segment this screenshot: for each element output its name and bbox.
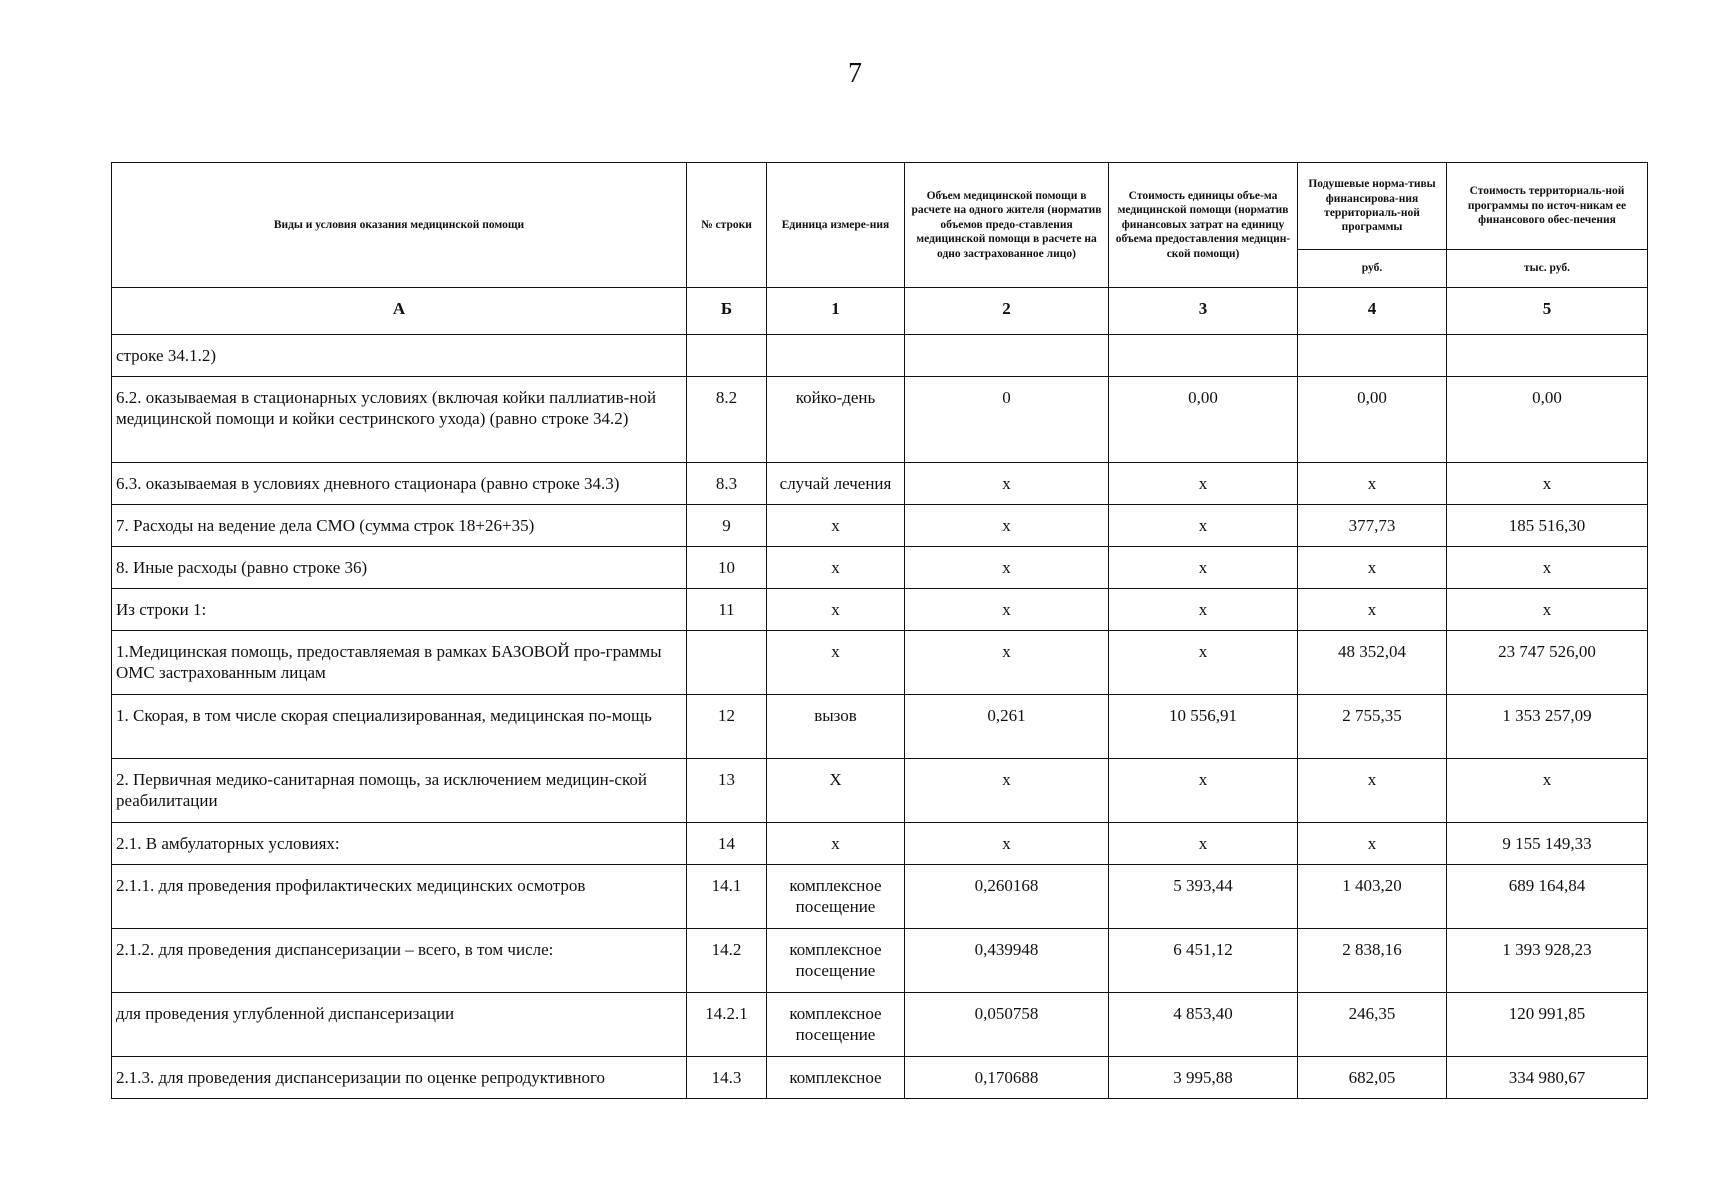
table-cell-row-no: 8.2 [687,377,767,463]
table-cell-volume: х [905,823,1109,865]
table-cell-per-capita: 1 403,20 [1298,865,1447,929]
table-cell-unit: случай лечения [767,463,905,505]
table-cell-unit: х [767,589,905,631]
index-cell: 4 [1298,288,1447,335]
header-row-no: № строки [687,163,767,288]
table-cell-per-capita: х [1298,547,1447,589]
index-cell: Б [687,288,767,335]
table-cell-unit: х [767,505,905,547]
table-cell-name: для проведения углубленной диспансеризации [112,993,687,1057]
table-cell-program-cost: х [1447,463,1648,505]
table-cell-row-no: 14.2 [687,929,767,993]
header-per-capita-unit: руб. [1298,250,1447,288]
table-row [112,865,1648,929]
page-number: 7 [848,58,862,89]
table-row [112,589,1648,631]
table-cell-row-no: 11 [687,589,767,631]
table-cell-unit: комплексное посещение [767,865,905,929]
table-cell-name: 8. Иные расходы (равно строке 36) [112,547,687,589]
table-cell-per-capita: 246,35 [1298,993,1447,1057]
index-cell: 3 [1109,288,1298,335]
table-cell-per-capita: х [1298,823,1447,865]
header-program-cost: Стоимость территориаль-ной программы по источ-никам ее финансового обес-печения [1447,163,1648,250]
table-cell-cost-unit: 5 393,44 [1109,865,1298,929]
table-row [112,993,1648,1057]
table-cell-volume [905,335,1109,377]
table-cell-program-cost: 185 516,30 [1447,505,1648,547]
table-cell-name: 2.1.1. для проведения профилактических медицинских осмотров [112,865,687,929]
index-row [112,288,1648,335]
header-unit: Единица измере-ния [767,163,905,288]
table-cell-row-no: 14 [687,823,767,865]
table-cell-program-cost: 689 164,84 [1447,865,1648,929]
table-cell-volume: 0 [905,377,1109,463]
table-cell-volume: х [905,589,1109,631]
table-cell-name: 6.2. оказываемая в стационарных условиях (включая койки паллиатив-ной медицинской помощи и койки сестринского ухода) (равно строке 34.2) [112,377,687,463]
table-cell-cost-unit: х [1109,505,1298,547]
table-cell-program-cost: 334 980,67 [1447,1057,1648,1099]
table-cell-unit: комплексное [767,1057,905,1099]
table-row [112,377,1648,463]
table-cell-per-capita: 682,05 [1298,1057,1447,1099]
index-cell: 2 [905,288,1109,335]
financing-table [111,162,1648,1099]
table-cell-cost-unit [1109,335,1298,377]
table-row [112,759,1648,823]
table-cell-per-capita: 377,73 [1298,505,1447,547]
table-cell-volume: 0,260168 [905,865,1109,929]
table-cell-unit: х [767,823,905,865]
table-cell-cost-unit: 6 451,12 [1109,929,1298,993]
table-cell-row-no [687,335,767,377]
table-row [112,505,1648,547]
table-cell-per-capita: 48 352,04 [1298,631,1447,695]
table-cell-name: строке 34.1.2) [112,335,687,377]
table-cell-unit: Х [767,759,905,823]
table-cell-per-capita: 2 755,35 [1298,695,1447,759]
table-cell-name: 7. Расходы на ведение дела СМО (сумма строк 18+26+35) [112,505,687,547]
table-cell-row-no [687,631,767,695]
table-cell-name: Из строки 1: [112,589,687,631]
table-cell-per-capita: 0,00 [1298,377,1447,463]
table-row [112,335,1648,377]
table-row [112,929,1648,993]
header-per-capita: Подушевые норма-тивы финансирова-ния территориаль-ной программы [1298,163,1447,250]
table-cell-program-cost: 23 747 526,00 [1447,631,1648,695]
table-cell-name: 6.3. оказываемая в условиях дневного стационара (равно строке 34.3) [112,463,687,505]
table-cell-per-capita: х [1298,589,1447,631]
table-row [112,823,1648,865]
table-row [112,631,1648,695]
table-cell-cost-unit: 4 853,40 [1109,993,1298,1057]
table-cell-volume: х [905,463,1109,505]
index-cell: 1 [767,288,905,335]
table-cell-name: 1. Скорая, в том числе скорая специализированная, медицинская по-мощь [112,695,687,759]
table-cell-unit: комплексное посещение [767,929,905,993]
table-cell-row-no: 13 [687,759,767,823]
table-cell-row-no: 8.3 [687,463,767,505]
table-cell-row-no: 12 [687,695,767,759]
table-cell-volume: х [905,547,1109,589]
table-cell-per-capita: х [1298,463,1447,505]
header-cost-unit: Стоимость единицы объе-ма медицинской помощи (норматив финансовых затрат на единицу объема предоставления медицин-ской помощи) [1109,163,1298,288]
table-cell-cost-unit: х [1109,823,1298,865]
header-volume: Объем медицинской помощи в расчете на одного жителя (норматив объемов предо-ставления медицинской помощи в расчете на одно застрахованное лицо) [905,163,1109,288]
table-cell-unit: х [767,631,905,695]
table-cell-program-cost [1447,335,1648,377]
table-cell-cost-unit: 0,00 [1109,377,1298,463]
table-cell-volume: х [905,505,1109,547]
table-cell-unit: х [767,547,905,589]
table-cell-row-no: 14.1 [687,865,767,929]
table-cell-cost-unit: 3 995,88 [1109,1057,1298,1099]
table-row [112,695,1648,759]
table-cell-program-cost: х [1447,547,1648,589]
table-cell-cost-unit: х [1109,631,1298,695]
table-cell-name: 2. Первичная медико-санитарная помощь, за исключением медицин-ской реабилитации [112,759,687,823]
table-cell-per-capita: 2 838,16 [1298,929,1447,993]
table-cell-unit: вызов [767,695,905,759]
table-cell-volume: х [905,759,1109,823]
table-cell-per-capita: х [1298,759,1447,823]
table-cell-volume: 0,261 [905,695,1109,759]
table-cell-volume: 0,439948 [905,929,1109,993]
table-cell-volume: 0,170688 [905,1057,1109,1099]
table-cell-cost-unit: 10 556,91 [1109,695,1298,759]
table-cell-program-cost: х [1447,589,1648,631]
table-cell-name: 2.1.2. для проведения диспансеризации – всего, в том числе: [112,929,687,993]
index-cell: А [112,288,687,335]
table-cell-program-cost: 0,00 [1447,377,1648,463]
table-row [112,547,1648,589]
table-cell-row-no: 14.2.1 [687,993,767,1057]
table-cell-unit: комплексное посещение [767,993,905,1057]
table-cell-volume: х [905,631,1109,695]
header-program-cost-unit: тыс. руб. [1447,250,1648,288]
index-cell: 5 [1447,288,1648,335]
table-cell-name: 2.1.3. для проведения диспансеризации по оценке репродуктивного [112,1057,687,1099]
table-row [112,463,1648,505]
table-cell-cost-unit: х [1109,547,1298,589]
table-row [112,1057,1648,1099]
table-cell-program-cost: 1 393 928,23 [1447,929,1648,993]
table-cell-row-no: 9 [687,505,767,547]
table-cell-cost-unit: х [1109,759,1298,823]
table-cell-program-cost: 120 991,85 [1447,993,1648,1057]
table-cell-unit: койко-день [767,377,905,463]
header-name: Виды и условия оказания медицинской помощи [112,163,687,288]
table-cell-row-no: 14.3 [687,1057,767,1099]
table-cell-cost-unit: х [1109,463,1298,505]
table-cell-per-capita [1298,335,1447,377]
table-cell-program-cost: 1 353 257,09 [1447,695,1648,759]
table-cell-volume: 0,050758 [905,993,1109,1057]
table-cell-name: 1.Медицинская помощь, предоставляемая в рамках БАЗОВОЙ про-граммы ОМС застрахованным лицам [112,631,687,695]
table-cell-name: 2.1. В амбулаторных условиях: [112,823,687,865]
table-cell-cost-unit: х [1109,589,1298,631]
table-cell-unit [767,335,905,377]
table-cell-program-cost: 9 155 149,33 [1447,823,1648,865]
table-cell-program-cost: х [1447,759,1648,823]
table-cell-row-no: 10 [687,547,767,589]
